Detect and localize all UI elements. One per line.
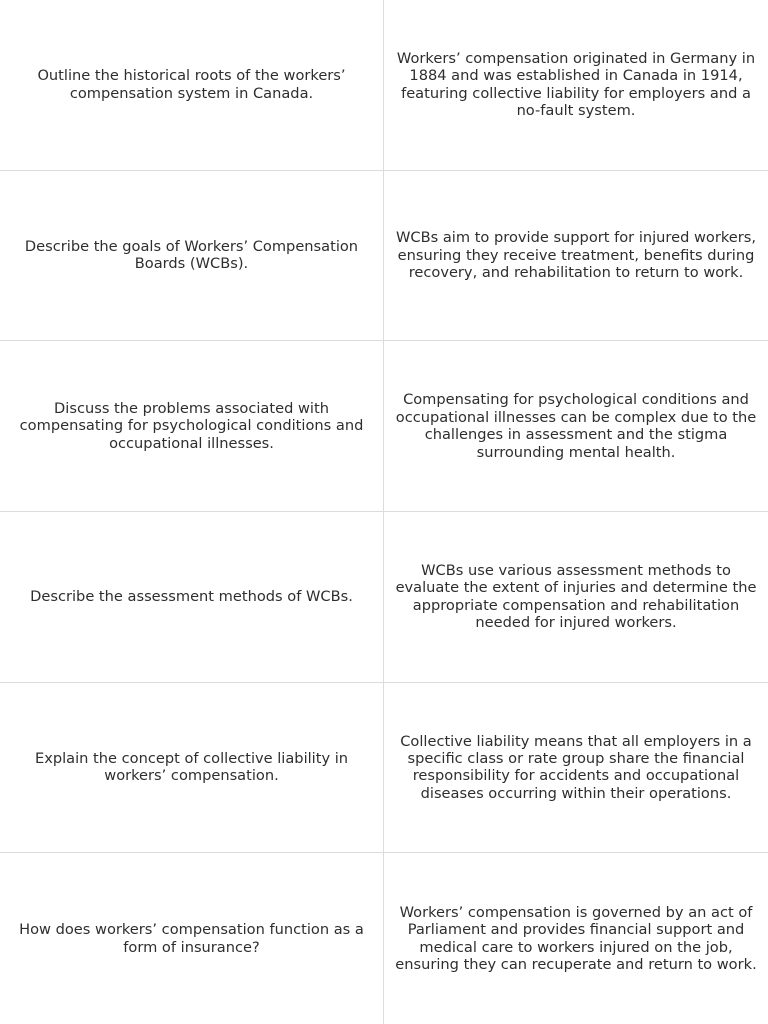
term-text: Describe the assessment methods of WCBs. [30,588,353,606]
card-term[interactable] [0,683,384,854]
term-text: Describe the goals of Workers’ Compensation Boards (WCBs). [24,238,359,273]
card-term[interactable] [0,512,384,683]
definition-text: Collective liability means that all employers in a specific class or rate group share the financial responsibility for accidents and occupational diseases occurring within their operations. [400,732,752,802]
definition-text: Workers’ compensation originated in Germany in 1884 and was established in Canada in 1914, featuring collective liability for employers and a no-fault system. [396,50,756,120]
definition-text: Workers’ compensation is governed by an act of Parliament and provides financial support and medical care to workers injured on the job, ensuring they can recuperate and return to work. [395,903,757,974]
term-text: Explain the concept of collective liability in workers’ compensation. [34,750,349,785]
card-definition[interactable] [384,341,768,512]
card-definition[interactable] [384,512,768,683]
card-term[interactable] [0,171,384,342]
card-definition[interactable] [384,853,768,1024]
card-term[interactable] [0,0,384,171]
card-term[interactable] [0,341,384,512]
card-definition[interactable] [384,0,768,171]
definition-text: WCBs aim to provide support for injured workers, ensuring they receive treatment, benefits during recovery, and rehabilitation to return to work. [395,229,757,282]
card-definition[interactable] [384,171,768,342]
card-definition[interactable] [384,683,768,854]
term-text: Outline the historical roots of the workers’ compensation system in Canada. [37,67,346,102]
definition-text: Compensating for psychological conditions and occupational illnesses can be complex due to the challenges in assessment and the stigma surrounding mental health. [395,391,757,461]
card-term[interactable] [0,853,384,1024]
term-text: How does workers’ compensation function as a form of insurance? [19,921,364,956]
definition-text: WCBs use various assessment methods to evaluate the extent of injuries and determine the appropriate compensation and rehabilitation needed for injured workers. [395,562,757,632]
term-text: Discuss the problems associated with compensating for psychological conditions and occupational illnesses. [19,400,364,452]
